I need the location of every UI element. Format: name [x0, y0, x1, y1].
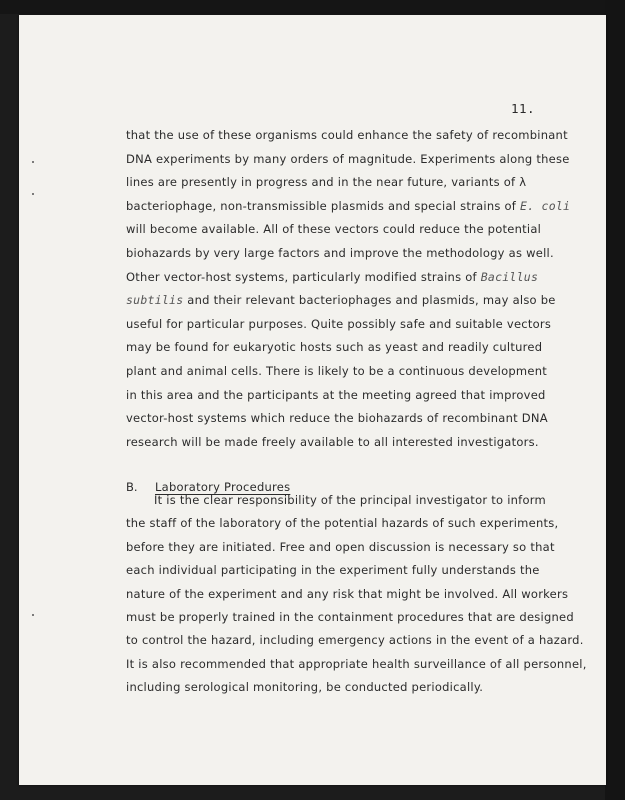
- scanner-edge-top: [0, 0, 625, 14]
- document-page: [19, 15, 606, 785]
- text-segment: lines are presently in progress and in the near future, variants of λ: [126, 175, 527, 190]
- text-line: [126, 340, 542, 354]
- text-segment: plant and animal cells. There is likely to be a continuous development: [126, 364, 548, 378]
- section-letter: B.: [126, 480, 138, 494]
- text-line: [126, 293, 556, 307]
- text-line: [126, 388, 546, 402]
- text-line: [126, 175, 526, 189]
- text-line: It is also recommended that appropriate health surveillance of all personnel,: [126, 656, 587, 671]
- text-segment: in this area and the participants at the meeting agreed that improved: [126, 387, 546, 402]
- text-line: [126, 246, 554, 260]
- text-segment: will become available. All of these vectors could reduce the potential: [126, 222, 542, 237]
- text-segment: useful for particular purposes. Quite possibly safe and suitable vectors: [126, 316, 552, 331]
- text-line: [126, 317, 551, 331]
- text-segment: may be found for eukaryotic hosts such as yeast and readily cultured: [126, 340, 543, 355]
- text-segment: and their relevant bacteriophages and plasmids, may also be: [183, 293, 556, 308]
- text-line: the staff of the laboratory of the potential hazards of such experiments,: [126, 516, 559, 531]
- text-segment: that the use of these organisms could enhance the safety of recombinant: [126, 128, 568, 142]
- text-line: [126, 199, 570, 213]
- text-line: including serological monitoring, be conducted periodically.: [126, 680, 484, 695]
- scanner-edge-right: [605, 0, 625, 800]
- text-line: nature of the experiment and any risk that might be involved. All workers: [126, 586, 569, 601]
- text-line: [126, 435, 539, 449]
- text-segment: bacteriophage, non-transmissible plasmids and special strains of: [126, 198, 521, 213]
- species-name: Bacillus: [480, 269, 539, 284]
- text-line: [126, 411, 548, 425]
- margin-mark: [32, 614, 34, 616]
- text-line: [126, 364, 547, 378]
- text-line: It is the clear responsibility of the principal investigator to inform: [154, 493, 546, 507]
- text-line: [126, 128, 568, 142]
- text-line: [126, 152, 570, 166]
- text-segment: biohazards by very large factors and improve the methodology as well.: [126, 246, 554, 260]
- text-line: [126, 270, 538, 284]
- text-line: to control the hazard, including emergency actions in the event of a hazard.: [126, 633, 584, 648]
- page-number: 11.: [511, 101, 536, 116]
- section-title: Laboratory Procedures: [155, 480, 291, 494]
- margin-mark: [32, 161, 34, 163]
- text-segment: research will be made freely available to all interested investigators.: [126, 434, 539, 449]
- text-segment: Other vector-host systems, particularly modified strains of: [126, 269, 481, 284]
- text-segment: vector-host systems which reduce the biohazards of recombinant DNA: [126, 411, 548, 426]
- text-line: must be properly trained in the containment procedures that are designed: [126, 610, 574, 624]
- margin-mark: [32, 193, 34, 195]
- text-line: [126, 222, 541, 236]
- text-line: before they are initiated. Free and open discussion is necessary so that: [126, 539, 555, 554]
- text-segment: DNA experiments by many orders of magnitude. Experiments along these: [126, 151, 570, 166]
- text-line: each individual participating in the experiment fully understands the: [126, 563, 540, 578]
- species-name: E. coli: [520, 198, 571, 213]
- species-name: subtilis: [126, 293, 184, 308]
